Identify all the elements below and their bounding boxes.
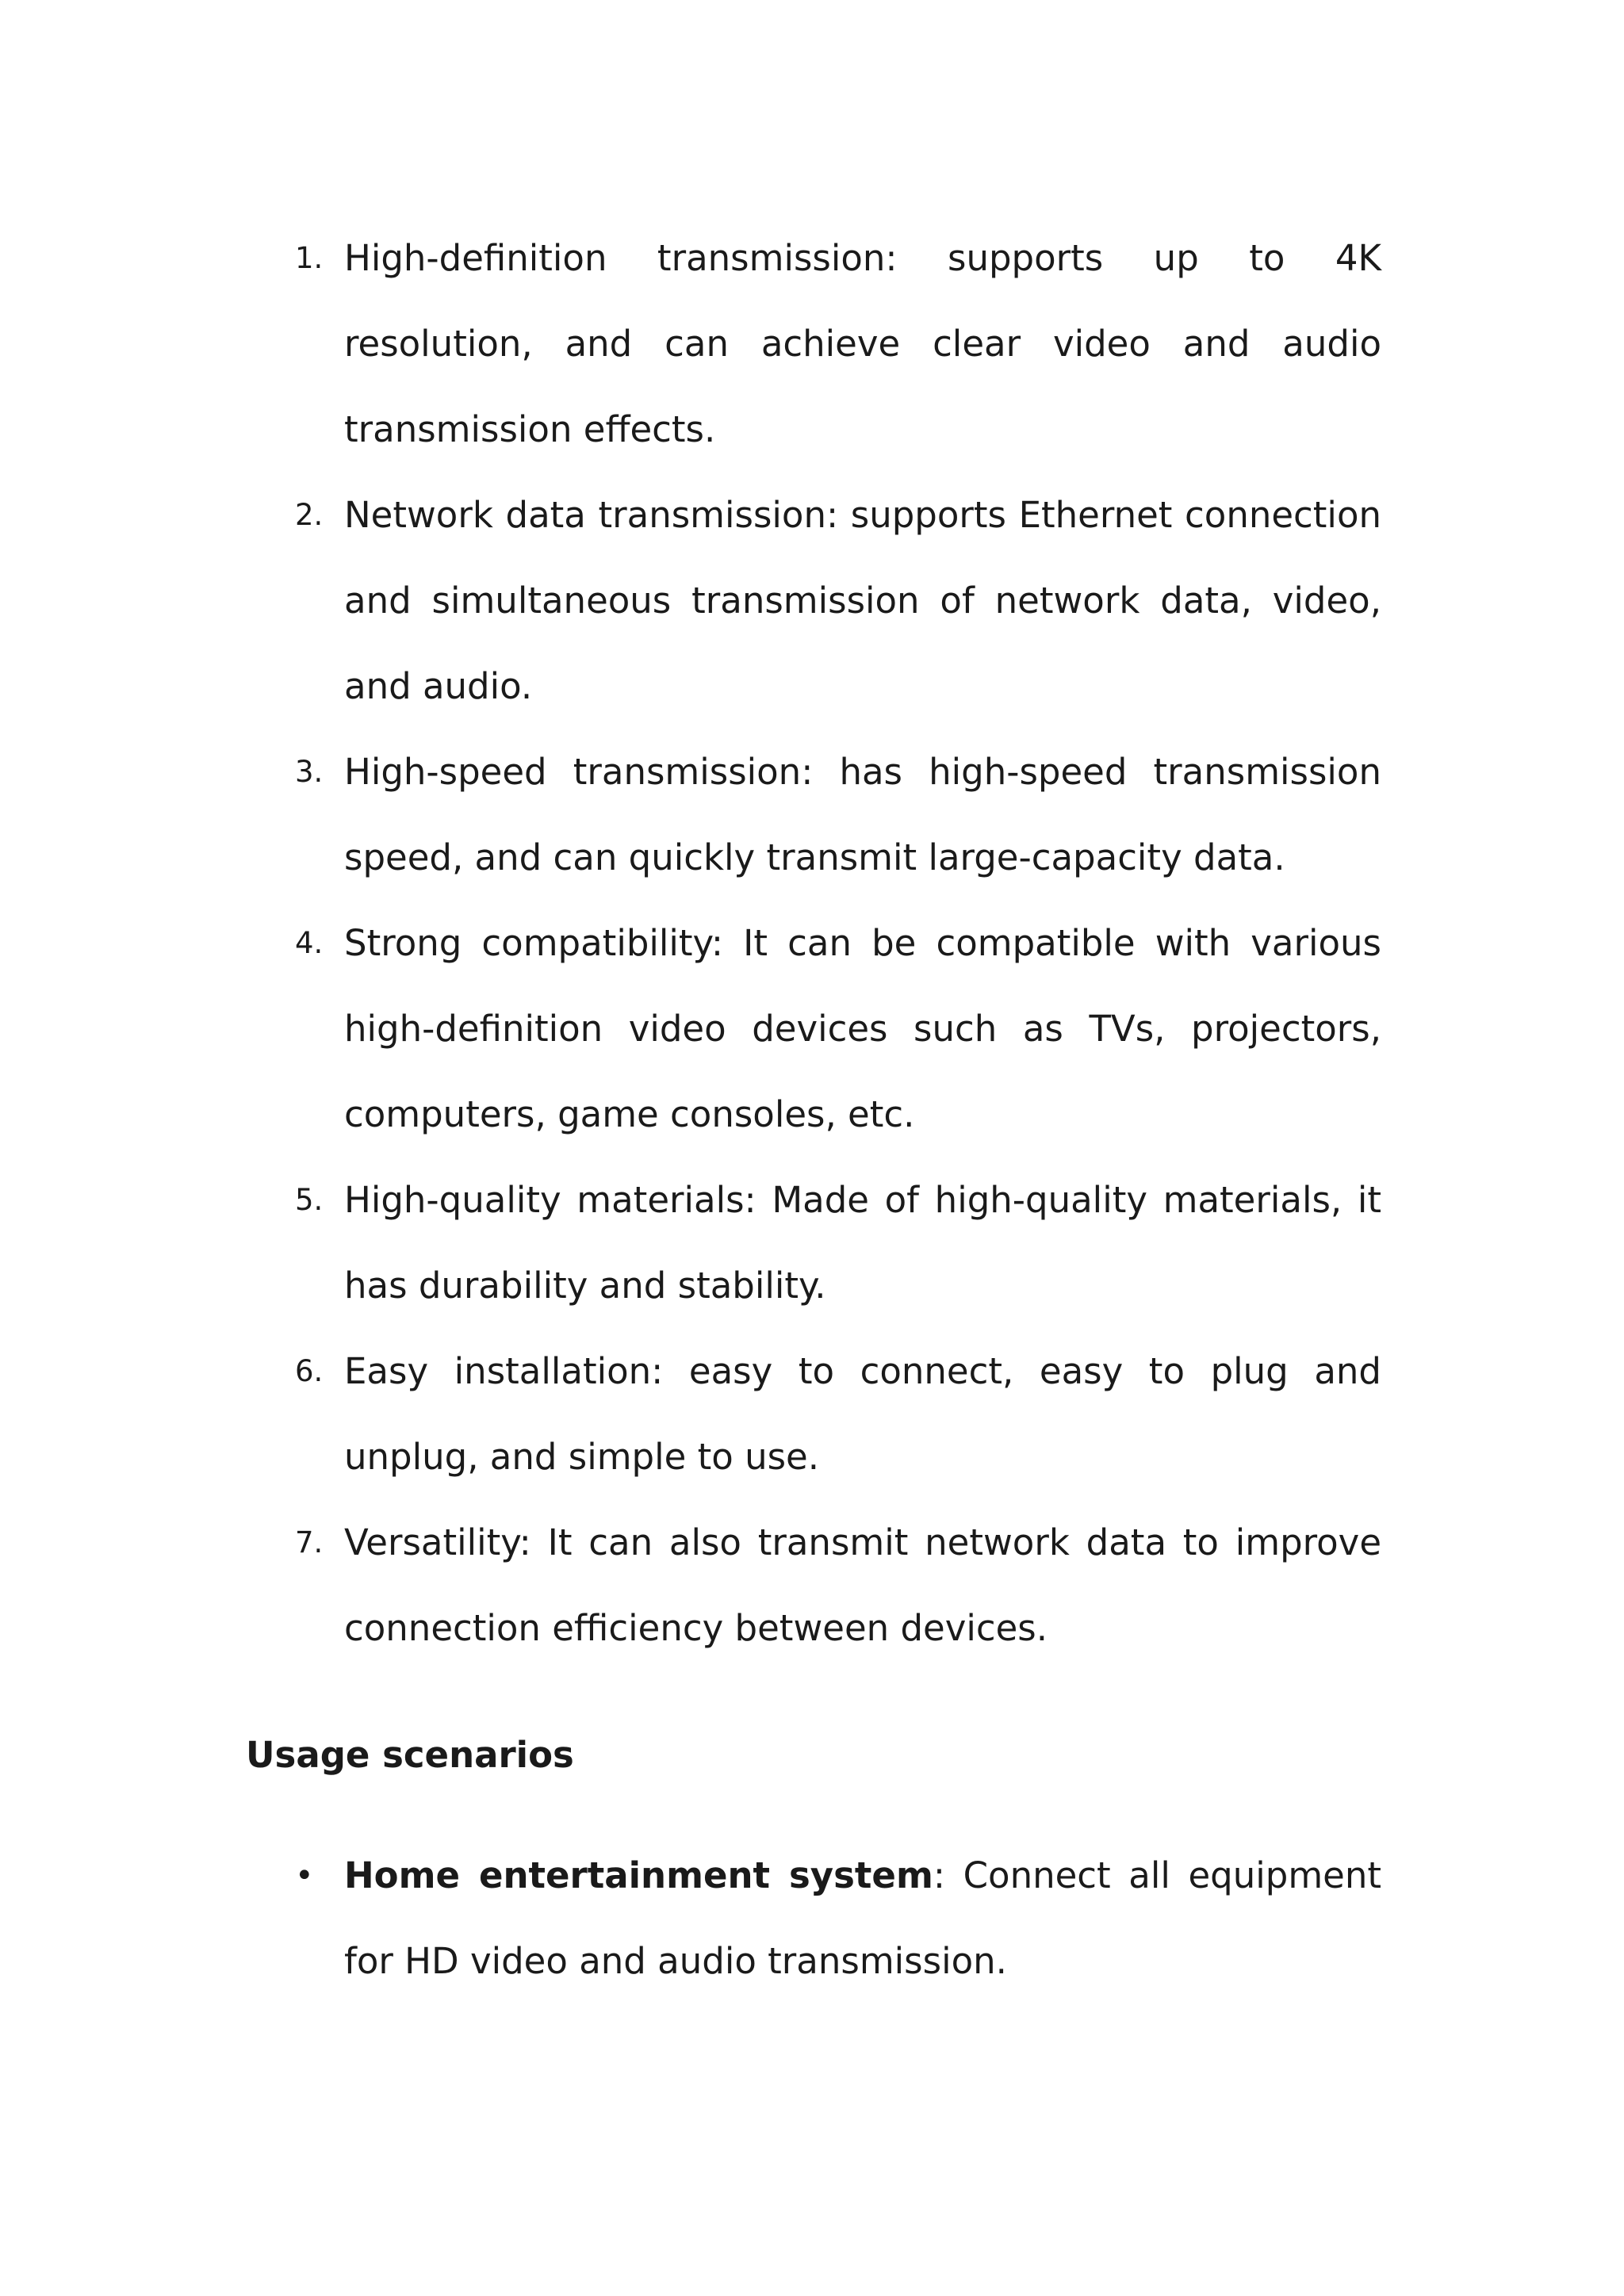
feature-item [246,901,1381,1158]
feature-text: High-speed transmission: has high-speed transmission speed, and can quickly transmit large-capacity data. [344,751,1381,878]
page-content [246,216,1381,2004]
list-number: 1. [295,241,324,275]
feature-text: Easy installation: easy to connect, easy to plug and unplug, and simple to use. [344,1350,1381,1478]
feature-text: High-quality materials: Made of high-quality materials, it has durability and stability. [344,1179,1381,1307]
feature-item [246,1329,1381,1500]
list-number: 3. [295,755,324,789]
feature-text: Versatility: It can also transmit network data to improve connection efficiency between devices. [344,1521,1381,1649]
scenario-item [246,1833,1381,2004]
list-number: 6. [295,1354,324,1388]
feature-text: High-definition transmission: supports up to 4K resolution, and can achieve clear video and audio transmission effects. [344,237,1381,450]
scenario-text: : Connect all equipment for HD video and audio transmission. [344,1854,1382,1982]
feature-item [246,216,1381,473]
feature-text: Network data transmission: supports Ethernet connection and simultaneous transmission of network data, video, and audio. [344,494,1381,707]
bullet-icon: • [295,1858,314,1894]
usage-scenarios-list [246,1833,1381,2004]
list-number: 7. [295,1525,324,1559]
usage-scenarios-heading: Usage scenarios [246,1734,574,1776]
feature-text: Strong compatibility: It can be compatible with various high-definition video devices such as TVs, projectors, computers, game consoles, etc. [344,922,1381,1135]
features-list [246,216,1381,1671]
feature-item [246,1500,1381,1671]
feature-item [246,473,1381,729]
feature-item [246,729,1381,901]
list-number: 5. [295,1183,324,1217]
list-number: 4. [295,926,324,960]
scenario-title: Home entertainment system [344,1854,933,1896]
feature-item [246,1158,1381,1329]
list-number: 2. [295,498,324,532]
